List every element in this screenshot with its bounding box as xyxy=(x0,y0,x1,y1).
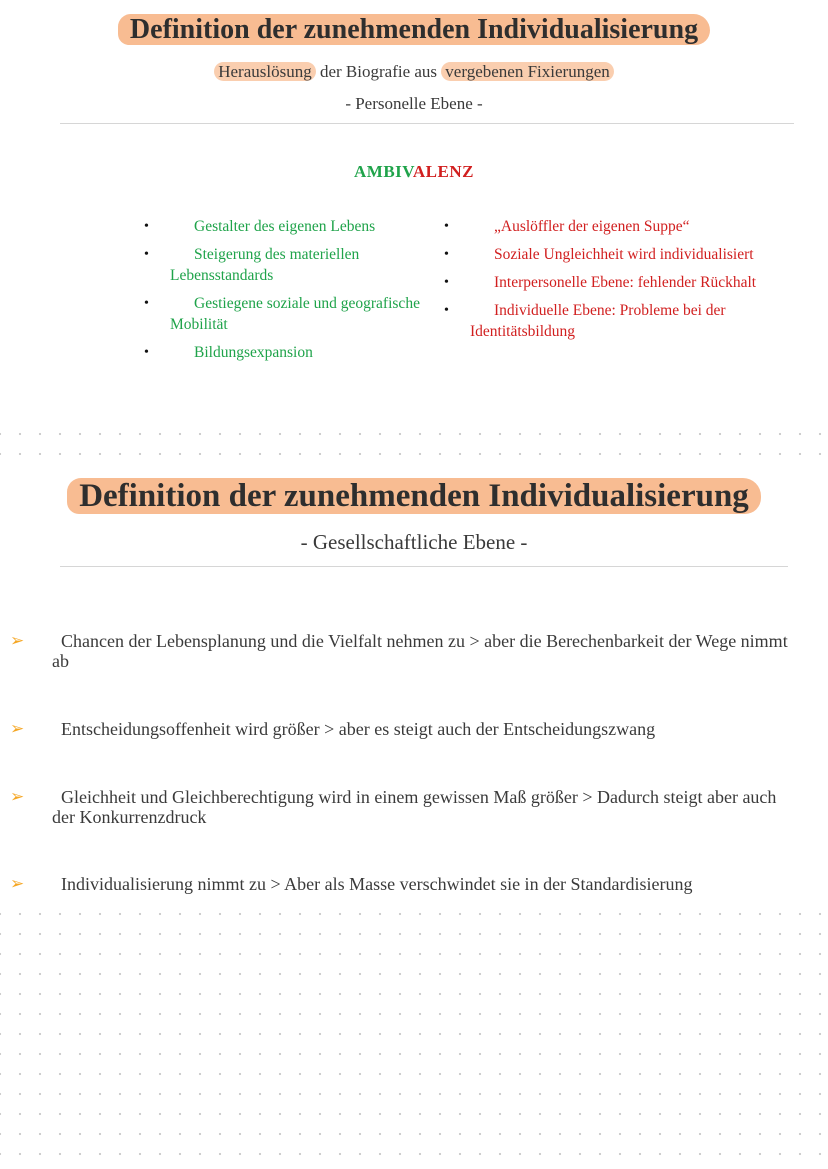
positive-list xyxy=(170,216,430,370)
subtitle-highlight-1: Herauslösung xyxy=(214,62,315,81)
arrowhead-icon: ➢ xyxy=(10,787,25,806)
negative-item: • Interpersonelle Ebene: fehlender Rückhalt xyxy=(470,272,760,293)
arrowhead-icon: ➢ xyxy=(10,631,25,650)
ambivalenz-heading xyxy=(0,162,828,182)
point-item xyxy=(10,719,802,739)
positive-item: • Steigerung des materiellen Lebensstandards xyxy=(170,244,430,286)
positive-item: • Gestalter des eigenen Lebens xyxy=(170,216,430,237)
subtitle-highlight-2: vergebenen Fixierungen xyxy=(441,62,613,81)
point-item xyxy=(10,874,802,894)
negative-list xyxy=(470,216,760,349)
page2-divider xyxy=(60,566,788,567)
point-item xyxy=(10,631,802,671)
page2-level-label: - Gesellschaftliche Ebene - xyxy=(300,530,528,554)
page1-divider xyxy=(60,123,794,124)
arrowhead-icon: ➢ xyxy=(10,874,25,893)
page2-title-highlight: Definition der zunehmenden Individualisierung xyxy=(67,478,761,514)
ambivalenz-green: AMBIV xyxy=(354,162,413,181)
negative-item: • Individuelle Ebene: Probleme bei der Identitätsbildung xyxy=(470,300,760,342)
page1-level-label: - Personelle Ebene - xyxy=(345,94,483,113)
negative-item: • Soziale Ungleichheit wird individualisiert xyxy=(470,244,760,265)
negative-item: • „Auslöffler der eigenen Suppe“ xyxy=(470,216,760,237)
arrowhead-icon: ➢ xyxy=(10,719,25,738)
positive-item: • Gestiegene soziale und geografische Mobilität xyxy=(170,293,430,335)
ambivalenz-red: ALENZ xyxy=(412,162,474,181)
point-item xyxy=(10,787,802,827)
page1-title-highlight: Definition der zunehmenden Individualisierung xyxy=(118,14,710,45)
point-text: Chancen der Lebensplanung und die Vielfalt nehmen zu > aber die Berechenbarkeit der Wege nimmt ab xyxy=(52,631,788,671)
page-gesellschaftliche-ebene xyxy=(0,455,828,900)
point-text: Individualisierung nimmt zu > Aber als Masse verschwindet sie in der Standardisierung xyxy=(61,874,693,894)
positive-item: • Bildungsexpansion xyxy=(170,342,430,363)
page2-title xyxy=(0,478,828,515)
point-text: Entscheidungsoffenheit wird größer > aber es steigt auch der Entscheidungszwang xyxy=(61,719,656,739)
page1-subtitle xyxy=(0,62,828,82)
page1-title xyxy=(0,14,828,46)
point-text: Gleichheit und Gleichberechtigung wird in einem gewissen Maß größer > Dadurch steigt aber auch der Konkurrenzdruck xyxy=(52,787,777,827)
subtitle-text: der Biografie aus xyxy=(315,62,442,81)
